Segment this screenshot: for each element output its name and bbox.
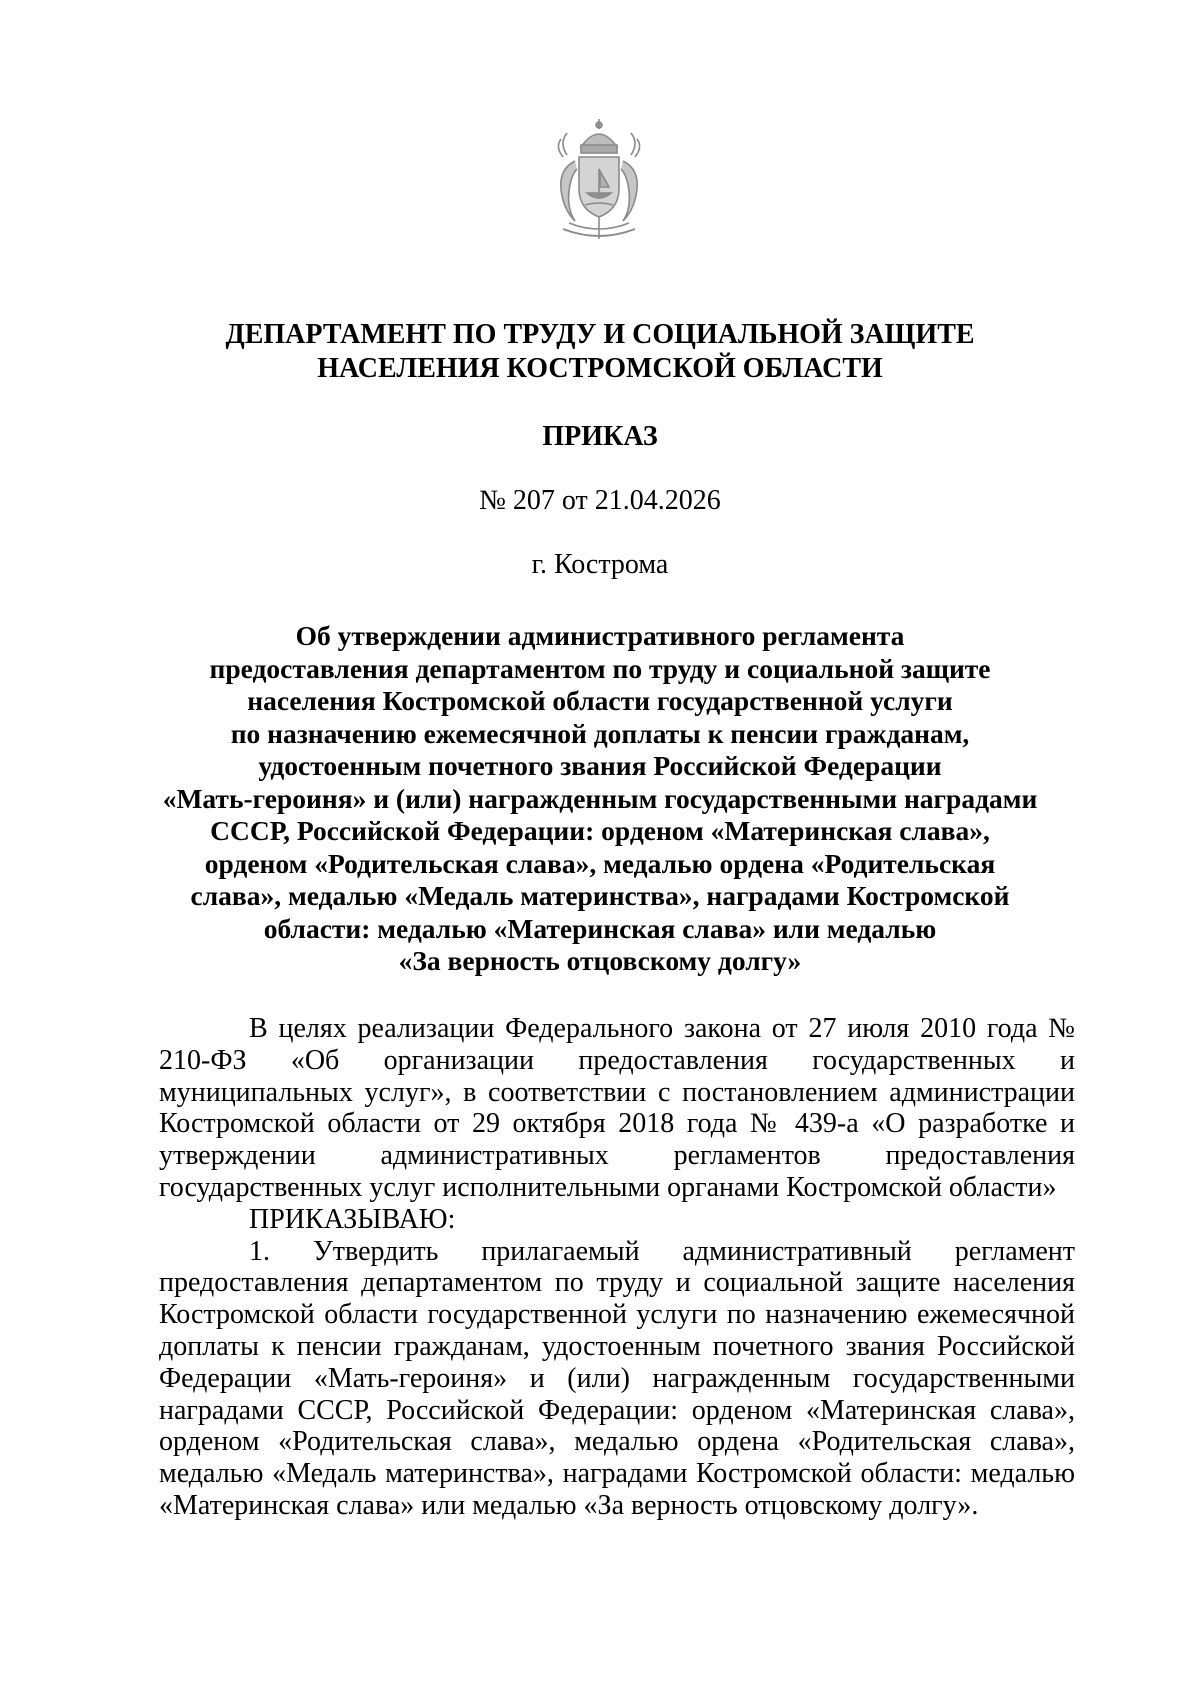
preamble-paragraph: В целях реализации Федерального закона от 27 июля 2010 года № 210-ФЗ «Об организации предоставления государственных и муниципальных услуг», в соответствии с постановлением администрации Костромской области от 29 октября 2018 года № 439-а «О разработке и утверждении административных регламентов предоставления государственных услуг исполнительными органами Костромской области» xyxy=(159,1013,1075,1203)
title-line: Об утверждении административного регламента xyxy=(295,620,905,651)
document-type: ПРИКАЗ xyxy=(542,421,658,452)
department-name xyxy=(150,318,1050,386)
title-line: удостоенным почетного звания Российской Федерации xyxy=(258,750,942,781)
title-line: СССР, Российской Федерации: орденом «Материнская слава», xyxy=(210,815,990,846)
order-word: ПРИКАЗЫВАЮ: xyxy=(249,1203,456,1235)
title-line: «За верность отцовскому долгу» xyxy=(398,945,802,976)
department-line-2: НАСЕЛЕНИЯ КОСТРОМСКОЙ ОБЛАСТИ xyxy=(317,353,883,384)
coat-of-arms-icon xyxy=(545,117,653,247)
document-number-date: № 207 от 21.04.2026 xyxy=(479,485,721,516)
title-line: «Мать-героиня» и (или) награжденным государственными наградами xyxy=(162,782,1038,814)
document-city: г. Кострома xyxy=(531,549,669,580)
title-line: слава», медалью «Медаль материнства», наградами Костромской xyxy=(190,880,1010,911)
title-line: орденом «Родительская слава», медалью ордена «Родительская xyxy=(204,847,996,879)
title-line: области: медалью «Материнская слава» или медалью xyxy=(263,912,937,944)
order-item-1: 1. Утвердить прилагаемый административный регламент предоставления департаментом по труду и социальной защите населения Костромской области государственной услуги по назначению ежемесячной доплаты к пенсии гражданам, удостоенным почетного звания Российской Федерации «Мать-героиня» и (или) награжденным государственными наградами СССР, Российской Федерации: орденом «Материнская слава», орденом «Родительская слава», медалью ордена «Родительская слава», медалью «Медаль материнства», наградами Костромской области: медалью «Материнская слава» или медалью «За верность отцовскому долгу». xyxy=(159,1235,1075,1521)
title-line: предоставления департаментом по труду и социальной защите xyxy=(209,652,991,684)
document-body xyxy=(159,1013,1075,1522)
department-line-1: ДЕПАРТАМЕНТ ПО ТРУДУ И СОЦИАЛЬНОЙ ЗАЩИТЕ xyxy=(225,319,975,350)
title-line: по назначению ежемесячной доплаты к пенсии гражданам, xyxy=(230,717,970,749)
title-line: населения Костромской области государственной услуги xyxy=(247,685,953,716)
document-title xyxy=(150,620,1050,978)
